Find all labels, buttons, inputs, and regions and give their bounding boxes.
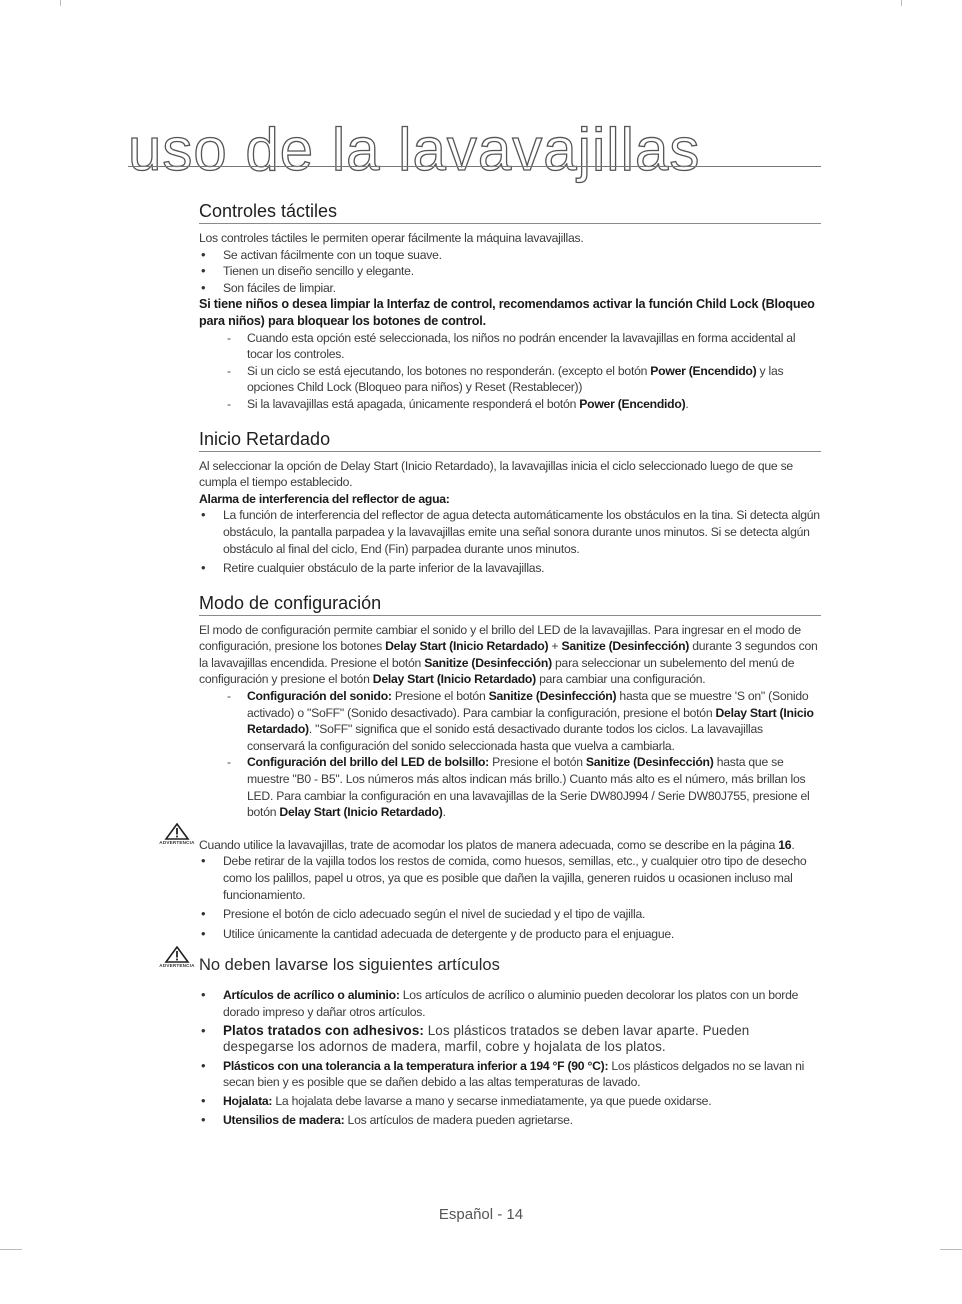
config-mode-section	[199, 592, 821, 821]
child-lock-note: Si tiene niños o desea limpiar la Interfaz de control, recomendamos activar la función Child Lock (Bloqueo para niños) para bloquear los botones de control.	[199, 297, 815, 328]
warning-text: Cuando utilice la lavavajillas, trate de acomodar los platos de manera adecuada, como se describe en la página 16.	[199, 837, 795, 852]
led-setting-item: - Configuración del brillo del LED de bolsillo: Presione el botón Sanitize (Desinfección) hasta que se muestre "B0 - B5". Los números más altos indican más brillo.) Cuanto más alto es el número, más brillan los LED. Para cambiar la configuración en una lavavajillas de la Serie DW80J994 / Serie DW80J755, presione el botón Delay Start (Inicio Retardado).	[223, 754, 821, 820]
delay-start-text: Al seleccionar la opción de Delay Start (Inicio Retardado), la lavavajillas inicia el ciclo seleccionado luego de que se cumpla el tiempo establecido.	[199, 458, 793, 490]
delay-start-section	[199, 428, 821, 577]
list-item: • Platos tratados con adhesivos: Los plásticos tratados se deben lavar aparte. Pueden despegarse los adornos de madera, marfil, cobre y hojalata de los platos.	[199, 1023, 821, 1056]
content	[159, 200, 821, 1128]
warning-icon	[155, 946, 199, 968]
list-item: • Presione el botón de ciclo adecuado según el nivel de suciedad y el tipo de vajilla.	[199, 906, 821, 923]
page-title: uso de la lavavajillas	[128, 116, 701, 183]
section-heading: Controles táctiles	[199, 200, 821, 224]
dash-list	[223, 330, 821, 413]
warning-label: ADVERTENCIA	[159, 963, 195, 969]
warning-title: No deben lavarse los siguientes artículos	[199, 956, 500, 975]
bullet-list	[199, 507, 821, 576]
section-heading: Modo de configuración	[199, 592, 821, 616]
warning-label: ADVERTENCIA	[159, 839, 195, 845]
intro-text: Los controles táctiles le permiten operar fácilmente la máquina lavavajillas.	[199, 231, 584, 245]
sound-setting-item: - Configuración del sonido: Presione el botón Sanitize (Desinfección) hasta que se muestre 'S on" (Sonido activado) o "SoFF" (Sonido desactivado). Para cambiar la configuración, presione el botón Delay Start (Inicio Retardado). "SoFF" significa que el sonido está desactivado durante todos los ciclos. La lavavajillas conservará la configuración del sonido seleccionada hasta que vuelva a cambiarla.	[223, 688, 821, 754]
section-heading: Inicio Retardado	[199, 428, 821, 452]
do-not-wash-section	[159, 956, 821, 1128]
list-item: • Retire cualquier obstáculo de la parte inferior de la lavavajillas.	[199, 560, 821, 577]
title-underline	[128, 166, 821, 167]
list-item: - Si la lavavajillas está apagada, únicamente responderá el botón Power (Encendido).	[223, 396, 821, 413]
list-item: • Utensilios de madera: Los artículos de madera pueden agrietarse.	[199, 1112, 821, 1129]
page-footer: Español - 14	[438, 1206, 524, 1223]
crop-mark	[0, 1249, 22, 1250]
dash-list	[223, 688, 821, 821]
list-item: • Artículos de acrílico o aluminio: Los artículos de acrílico o aluminio pueden decolorar los platos con un borde dorado impreso y dañar otros artículos.	[199, 987, 821, 1020]
touch-controls-section	[199, 200, 821, 413]
bullet-list	[199, 987, 821, 1128]
warning-placement-section	[159, 837, 821, 943]
list-item: • Son fáciles de limpiar.	[199, 280, 821, 297]
list-item: • La función de interferencia del reflector de agua detecta automáticamente los obstáculos en la tina. Si detecta algún obstáculo, la pantalla parpadea y la lavavajillas emite una señal sonora durante unos minutos. Si se detecta algún obstáculo al final del ciclo, End (Fin) parpadea durante unos minutos.	[199, 507, 821, 557]
crop-mark	[940, 1249, 962, 1250]
list-item: • Tienen un diseño sencillo y elegante.	[199, 263, 821, 280]
list-item: • Hojalata: La hojalata debe lavarse a mano y secarse inmediatamente, ya que puede oxidarse.	[199, 1093, 821, 1110]
crop-mark	[901, 0, 902, 6]
bullet-list	[199, 853, 821, 942]
alarm-title: Alarma de interferencia del reflector de agua:	[199, 491, 450, 506]
crop-mark	[60, 0, 61, 6]
config-mode-text: El modo de configuración permite cambiar el sonido y el brillo del LED de la lavavajillas. Para ingresar en el modo de configuración, presione los botones Delay Start (Inicio Retardado) + Sanitize (Desinfección) durante 3 segundos con la lavavajillas encendida. Presione el botón Sanitize (Desinfección) para seleccionar un subelemento del menú de configuración y presione el botón Delay Start (Inicio Retardado) para cambiar una configuración.	[199, 622, 818, 687]
bullet-list	[199, 247, 821, 297]
list-item: • Plásticos con una tolerancia a la temperatura inferior a 194 °F (90 °C): Los plásticos delgados no se lavan ni secan bien y es posible que se dañen debido a las altas temperaturas de lavado.	[199, 1058, 821, 1091]
list-item: - Cuando esta opción esté seleccionada, los niños no podrán encender la lavavajillas en forma accidental al tocar los controles.	[223, 330, 821, 363]
list-item: • Utilice únicamente la cantidad adecuada de detergente y de producto para el enjuague.	[199, 926, 821, 943]
warning-icon	[155, 823, 199, 845]
list-item: • Debe retirar de la vajilla todos los restos de comida, como huesos, semillas, etc., y cualquier otro tipo de desecho como los palillos, papel u otros, ya que es posible que dañen la vajilla, generen ruidos u ocasionen incluso mal funcionamiento.	[199, 853, 821, 903]
list-item: - Si un ciclo se está ejecutando, los botones no responderán. (excepto el botón Power (Encendido) y las opciones Child Lock (Bloqueo para niños) y Reset (Restablecer))	[223, 363, 821, 396]
list-item: • Se activan fácilmente con un toque suave.	[199, 247, 821, 264]
